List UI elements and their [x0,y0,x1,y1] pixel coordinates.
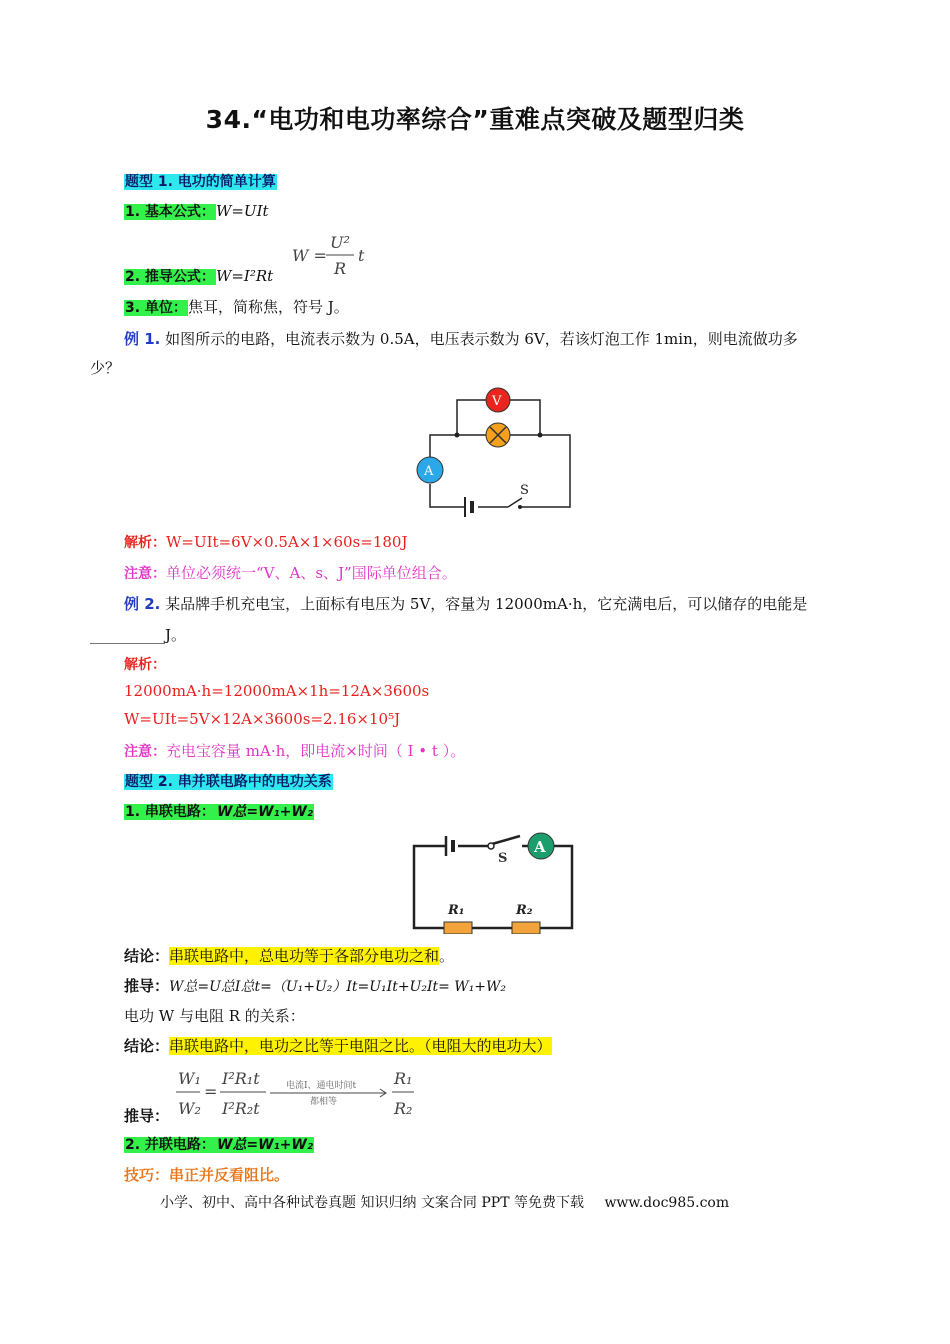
ratio-derivation [174,1064,424,1128]
parallel-line [124,1134,314,1154]
derive1-line [124,975,506,996]
example2-line1 [124,593,807,614]
voltmeter-label: V [492,394,502,409]
section2-heading-text: 题型 2. 串并联电路中的电功关系 [125,774,332,790]
example2-analysis-label: 解析： [124,657,166,673]
resistor1-label: R₁ [448,903,465,918]
example1-note [124,562,457,583]
analysis-text: W=UIt=6V×0.5A×1×60s=180J [166,533,408,551]
derive1-text: W总=U总I总t=（U₁+U₂）It=U₁It+U₂It= W₁+W₂ [169,979,507,995]
parallel-label: 2. 并联电路： [125,1137,215,1153]
conclusion2-line [124,1035,552,1056]
fraction-t: t [358,246,365,265]
derived-formula-line [124,266,273,286]
tip-text: 串正并反看阻比。 [169,1166,290,1184]
example1-line1 [124,328,798,349]
analysis-label: 解析： [124,535,166,551]
circuit2-svg [408,826,580,934]
derived-formula-fraction [290,232,380,286]
basic-formula-label: 1. 基本公式： [125,204,215,220]
resistor2-icon [512,922,540,934]
arrow-bottom: 都相等 [310,1097,338,1107]
ratio-r2: R₂ [394,1099,413,1118]
example1-analysis [124,532,407,552]
footer [160,1192,729,1212]
conclusion1-tail: 。 [439,947,455,965]
ratio-w2: W₂ [178,1099,201,1118]
footer-text: 小学、初中、高中各种试卷真题 知识归纳 文案合同 PPT 等免费下载 [160,1195,584,1211]
series-formula: W总=W₁+W₂ [216,804,313,820]
example2-analysis-line1: 12000mA·h=12000mA×1h=12A×3600s [124,682,430,700]
tip-line [124,1164,289,1185]
fraction-num: U² [330,233,350,252]
circuit-diagram-2 [408,826,580,938]
derive2-label: 推导： [124,1107,170,1125]
section-heading-text: 题型 1. 电功的简单计算 [125,174,276,190]
conclusion1-text: 串联电路中，总电功等于各部分电功之和 [169,947,440,965]
example1-text: 如图所示的电路，电流表示数为 0.5A，电压表示数为 6V，若该灯泡工作 1min，则电流做功多 [165,330,798,348]
note-text: 单位必须统一“V、A、s、J”国际单位组合。 [166,564,457,582]
resistor2-label: R₂ [516,903,533,918]
circuit1-svg [410,382,580,522]
ratio-svg [174,1064,424,1124]
unit-label: 3. 单位： [125,300,187,316]
basic-formula-line [124,201,269,221]
switch2-label: S [498,851,508,866]
fraction-lhs: W = [292,246,327,265]
example1-label: 例 1. [124,330,161,348]
example2-line2 [90,624,186,645]
fraction-svg [290,232,380,282]
derived-formula: W=I²Rt [215,267,274,285]
section-heading [124,171,277,191]
example2-text-end: J。 [165,626,187,644]
example2-label: 例 2. [124,595,161,613]
ammeter-label: A [424,464,434,479]
conclusion1-line [124,945,454,966]
note-label: 注意： [124,566,166,582]
ammeter2-label: A [534,838,546,856]
example2-analysis-line2: W=UIt=5V×12A×3600s=2.16×10⁵J [124,710,401,728]
conclusion1-label: 结论： [124,947,170,965]
note2-text: 充电宝容量 mA·h，即电流×时间（ I • t ）。 [166,742,466,760]
series-label: 1. 串联电路： [125,804,215,820]
parallel-formula: W总=W₁+W₂ [216,1137,313,1153]
page-title: 34.“电功和电功率综合”重难点突破及题型归类 [205,105,745,134]
example2-note [124,740,465,761]
ratio-r1: R₁ [394,1069,413,1088]
tip-label: 技巧： [124,1166,170,1184]
switch-label: S [520,483,529,498]
resistor1-icon [444,922,472,934]
series-line [124,801,314,821]
answer-blank[interactable]: __________ [90,626,165,644]
arrow-top: 电流I、通电时间t [286,1081,357,1091]
conclusion2-text: 串联电路中，电功之比等于电阻之比。（电阻大的电功大） [169,1037,552,1055]
unit-line [124,296,349,317]
derive1-label: 推导： [124,977,170,995]
unit-text: 焦耳，简称焦，符号 J。 [187,298,349,316]
note2-label: 注意： [124,744,166,760]
relation-text: 电功 W 与电阻 R 的关系： [124,1007,305,1025]
basic-formula: W=UIt [215,202,269,220]
circuit-diagram-1 [410,382,580,526]
ratio-num: I²R₁t [222,1069,260,1088]
example1-line2: 少？ [90,359,121,377]
ratio-den: I²R₂t [222,1099,260,1118]
example2-text: 某品牌手机充电宝，上面标有电压为 5V，容量为 12000mA·h，它充满电后，可以储存的电能是 [165,595,808,613]
footer-url[interactable]: www.doc985.com [604,1195,730,1211]
fraction-den: R [334,259,347,278]
section2-heading [124,771,333,791]
svg-text:=: = [204,1082,218,1101]
ratio-w1: W₁ [178,1069,201,1088]
conclusion2-label: 结论： [124,1037,170,1055]
derived-formula-label: 2. 推导公式： [125,269,215,285]
